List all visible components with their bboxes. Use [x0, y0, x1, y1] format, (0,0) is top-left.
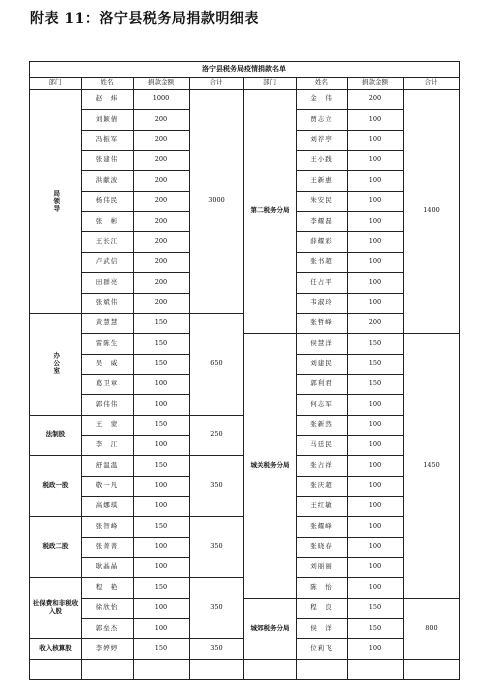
donor-name: 刘丽丽 [310, 562, 333, 571]
donor-name: 葛卫章 [95, 379, 119, 388]
donation-amount: 200 [154, 135, 168, 144]
donor-name: 马廷民 [310, 440, 333, 449]
donor-name: 李 江 [95, 440, 119, 449]
donor-name: 王红敏 [310, 501, 333, 510]
group-total: 350 [210, 603, 223, 612]
donation-amount: 100 [368, 643, 382, 652]
group-total: 1400 [423, 206, 440, 215]
department-name: 税政一股 [42, 481, 69, 490]
donor-name: 田群亮 [95, 277, 119, 286]
donation-amount: 100 [154, 399, 168, 408]
donation-amount: 100 [154, 603, 168, 612]
donation-amount: 200 [368, 318, 382, 327]
donation-amount: 100 [368, 277, 382, 286]
donor-name: 刘颖倩 [95, 114, 119, 123]
donation-amount: 100 [154, 501, 168, 510]
column-header: 捐款金额 [362, 78, 388, 87]
donation-amount: 200 [154, 155, 168, 164]
column-header: 合计 [209, 78, 223, 87]
donation-table [29, 61, 459, 668]
donation-amount: 200 [154, 277, 168, 286]
group-total: 350 [210, 643, 223, 652]
donation-amount: 100 [368, 481, 382, 490]
department-name: 城郊税务分局 [250, 623, 290, 632]
donor-name: 张智峰 [95, 521, 119, 530]
department-name: 第二税务分局 [250, 206, 290, 215]
donation-amount: 100 [368, 420, 382, 429]
donor-name: 张书超 [310, 257, 333, 266]
donation-amount: 150 [368, 338, 382, 347]
donation-amount: 100 [154, 440, 168, 449]
donor-name: 王长江 [95, 236, 119, 245]
donor-name: 韦淑玲 [310, 297, 333, 306]
donor-name: 王 蒙 [95, 420, 119, 429]
table-border-bottom [29, 679, 460, 680]
donor-name: 洪献波 [95, 175, 119, 184]
donor-name: 敬一凡 [95, 481, 119, 490]
column-header: 合计 [424, 78, 438, 87]
donation-amount: 100 [368, 175, 382, 184]
donation-amount: 100 [368, 135, 382, 144]
donor-name: 郭利君 [310, 379, 333, 388]
donor-name: 张斌伟 [95, 297, 119, 306]
donor-name: 程 良 [310, 603, 333, 612]
department-name: 社保费和非税收入股 [32, 599, 79, 615]
group-total: 3000 [208, 196, 225, 205]
donation-amount: 100 [368, 297, 382, 306]
donation-amount: 150 [154, 643, 168, 652]
donor-name: 王新惠 [310, 175, 333, 184]
donor-name: 李婷婷 [95, 643, 119, 652]
department-name: 局领导 [52, 189, 61, 213]
donation-amount: 100 [368, 521, 382, 530]
donor-name: 卢武信 [95, 257, 119, 266]
donation-amount: 150 [154, 460, 168, 469]
department-name: 收入核算股 [39, 643, 72, 652]
donor-name: 李耀磊 [310, 216, 333, 225]
donation-amount: 150 [154, 358, 168, 367]
donor-name: 舒温温 [95, 460, 119, 469]
page-title: 附表 11：洛宁县税务局捐款明细表 [30, 11, 259, 27]
donation-amount: 100 [368, 114, 382, 123]
donor-name: 刘荐亭 [310, 135, 333, 144]
donor-name: 任占平 [310, 277, 333, 286]
donation-amount: 100 [368, 216, 382, 225]
donor-name: 张晓春 [310, 542, 333, 551]
donation-amount: 100 [154, 379, 168, 388]
department-name: 城关税务分局 [250, 460, 290, 469]
donation-amount: 200 [154, 297, 168, 306]
donation-amount: 100 [368, 440, 382, 449]
donation-amount: 200 [368, 94, 382, 103]
table-caption: 洛宁县税务局疫情捐款名单 [202, 64, 286, 73]
donation-amount: 100 [368, 399, 382, 408]
donor-name: 薛耀彩 [310, 236, 333, 245]
donor-name: 朱安民 [310, 196, 333, 205]
donation-amount: 200 [154, 175, 168, 184]
donor-name: 贾志立 [310, 114, 333, 123]
donation-amount: 150 [154, 318, 168, 327]
donation-amount: 100 [368, 562, 382, 571]
donation-amount: 100 [368, 155, 382, 164]
donation-amount: 100 [368, 542, 382, 551]
donor-name: 侯 洋 [310, 623, 333, 632]
donation-amount: 150 [154, 420, 168, 429]
donor-name: 张新然 [310, 420, 333, 429]
group-divider [29, 659, 243, 660]
donor-name: 高娜琪 [95, 501, 119, 510]
donor-name: 徐欣怡 [95, 603, 119, 612]
donation-amount: 150 [368, 603, 382, 612]
donor-name: 郭伟伟 [95, 399, 119, 408]
donation-amount: 200 [154, 236, 168, 245]
column-header: 部门 [48, 78, 62, 87]
donor-name: 张耀峰 [310, 521, 333, 530]
donor-name: 陈 怡 [310, 582, 333, 591]
donor-name: 刘建民 [310, 358, 333, 367]
donor-name: 冯振军 [95, 135, 119, 144]
department-name: 法制股 [45, 430, 66, 439]
column-header: 捐款金额 [148, 78, 174, 87]
donation-amount: 150 [368, 623, 382, 632]
donor-name: 金 伟 [310, 94, 333, 103]
donation-amount: 100 [154, 562, 168, 571]
column-header: 部门 [263, 78, 276, 87]
donation-amount: 100 [368, 257, 382, 266]
donation-amount: 150 [154, 521, 168, 530]
donor-name: 张占祥 [310, 460, 333, 469]
donor-name: 张菁菁 [95, 542, 119, 551]
donor-name: 张 彬 [95, 216, 119, 225]
donation-amount: 200 [154, 196, 168, 205]
group-total: 250 [210, 430, 223, 439]
department-name: 税政二股 [42, 542, 69, 551]
group-total: 1450 [423, 460, 440, 469]
donation-amount: 200 [154, 257, 168, 266]
donor-name: 雷陈生 [95, 338, 119, 347]
donation-amount: 150 [154, 338, 168, 347]
group-total: 350 [210, 481, 223, 490]
column-header: 姓名 [315, 78, 328, 87]
donation-amount: 150 [368, 379, 382, 388]
donation-amount: 100 [154, 542, 168, 551]
donor-name: 张庆超 [310, 481, 333, 490]
group-total: 800 [425, 623, 438, 632]
group-divider [243, 659, 459, 660]
donation-amount: 100 [368, 196, 382, 205]
donation-amount: 1000 [152, 94, 170, 103]
group-total: 350 [210, 542, 223, 551]
donation-amount: 100 [368, 501, 382, 510]
donor-name: 吴 威 [95, 358, 119, 367]
donation-amount: 100 [154, 623, 168, 632]
donation-amount: 150 [154, 582, 168, 591]
group-total: 650 [210, 358, 223, 367]
donor-name: 赵 炜 [95, 94, 119, 103]
donor-name: 侯慧洋 [310, 338, 333, 347]
donor-name: 杨伟民 [95, 196, 119, 205]
donor-name: 郭垒杰 [95, 623, 119, 632]
donation-amount: 200 [154, 114, 168, 123]
donor-name: 张建伟 [95, 155, 119, 164]
donor-name: 程 艳 [95, 582, 119, 591]
donation-amount: 100 [368, 582, 382, 591]
donation-amount: 100 [368, 236, 382, 245]
table-border-right [459, 61, 460, 679]
department-name: 办公室 [52, 352, 61, 375]
donor-name: 王小践 [310, 155, 333, 164]
donor-name: 位莉飞 [310, 643, 333, 652]
donation-amount: 100 [154, 481, 168, 490]
donation-amount: 150 [368, 358, 382, 367]
column-header: 姓名 [100, 78, 114, 87]
donor-name: 何志军 [310, 399, 333, 408]
donor-name: 张哲峰 [310, 318, 333, 327]
donor-name: 耿晶晶 [95, 562, 119, 571]
donor-name: 黄慧慧 [95, 318, 119, 327]
donation-amount: 200 [154, 216, 168, 225]
donation-amount: 100 [368, 460, 382, 469]
